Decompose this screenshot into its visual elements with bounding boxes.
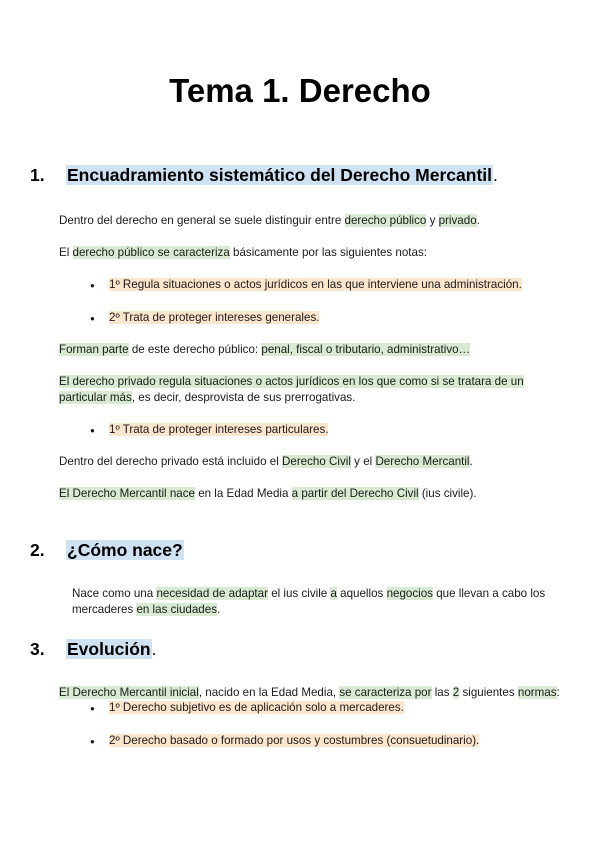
text-run: .: [469, 455, 473, 468]
text-run: , es decir, desprovista de sus prerrogativas.: [131, 391, 356, 404]
text-run: que llevan a cabo los: [432, 587, 546, 600]
highlight-green: negocios: [386, 587, 433, 600]
highlight-green: derecho público: [344, 214, 427, 227]
highlight-green: El Derecho Mercantil inicial: [59, 686, 199, 699]
highlight-green: a partir del Derecho Civil: [291, 487, 419, 500]
text-run: Dentro del derecho en general se suele distinguir entre: [59, 214, 345, 227]
section-heading-1: [30, 165, 498, 186]
text-run: Dentro del derecho privado está incluido el: [59, 455, 282, 468]
section-suffix: .: [151, 639, 157, 659]
highlight-green: El Derecho Mercantil nace: [59, 487, 195, 500]
highlight-green: penal, fiscal o tributario, administrativo…: [261, 343, 471, 356]
text-run: :: [556, 686, 560, 699]
paragraph: [72, 586, 545, 618]
highlight-green: 2: [452, 686, 460, 699]
highlight-orange: 2º Trata de proteger intereses generales.: [109, 311, 320, 324]
highlight-green: a: [330, 587, 337, 600]
highlight-green: derecho público se caracteriza: [72, 246, 230, 259]
highlight-green: necesidad de adaptar: [156, 587, 268, 600]
text-run: .: [476, 214, 480, 227]
paragraph: [59, 245, 427, 261]
list-item: [90, 733, 479, 749]
section-suffix: .: [493, 165, 498, 185]
text-run: de este derecho público:: [128, 343, 262, 356]
highlight-green: particular más: [59, 391, 132, 404]
text-run: siguientes: [459, 686, 518, 699]
section-title: ¿Cómo nace?: [67, 540, 183, 560]
page-title: Tema 1. Derecho: [169, 72, 431, 109]
highlight-green: normas: [517, 686, 557, 699]
section-title: Evolución: [67, 639, 151, 659]
highlight-green: se caracteriza por: [339, 686, 432, 699]
text-run: básicamente por las siguientes notas:: [229, 246, 427, 259]
text-run: y: [426, 214, 439, 227]
paragraph: [59, 374, 524, 406]
text-run: el ius civile: [267, 587, 331, 600]
list-item: [90, 700, 404, 716]
paragraph: [59, 213, 480, 229]
highlight-green: El derecho privado regula situaciones o actos jurídicos en los que como si se tratara de un: [59, 375, 524, 388]
highlight-orange: 1º Derecho subjetivo es de aplicación solo a mercaderes.: [109, 701, 404, 714]
section-heading-2: [30, 540, 184, 561]
paragraph: [59, 685, 560, 701]
text-run: .: [217, 603, 221, 616]
section-number: 3.: [30, 639, 45, 659]
highlight-orange: 1º Trata de proteger intereses particulares.: [109, 423, 329, 436]
paragraph: [59, 486, 477, 502]
highlight-green: privado: [438, 214, 477, 227]
list-item: [90, 310, 319, 326]
highlight-orange: 2º Derecho basado o formado por usos y costumbres (consuetudinario).: [109, 734, 480, 747]
paragraph: [59, 454, 473, 470]
text-run: , nacido en la Edad Media,: [198, 686, 340, 699]
highlight-orange: 1º Regula situaciones o actos jurídicos en las que interviene una administración.: [109, 278, 522, 291]
highlight-green: Derecho Mercantil: [375, 455, 470, 468]
paragraph: [59, 342, 470, 358]
section-title: Encuadramiento sistemático del Derecho Mercantil: [67, 165, 492, 185]
text-run: aquellos: [336, 587, 387, 600]
list-item: [90, 277, 522, 293]
highlight-green: en las ciudades: [136, 603, 218, 616]
text-run: El: [59, 246, 73, 259]
highlight-green: Derecho Civil: [282, 455, 351, 468]
text-run: mercaderes: [72, 603, 137, 616]
highlight-green: Forman parte: [59, 343, 129, 356]
list-item: [90, 422, 328, 438]
section-number: 1.: [30, 165, 45, 185]
text-run: las: [431, 686, 453, 699]
text-run: en la Edad Media: [194, 487, 292, 500]
text-run: Nace como una: [72, 587, 157, 600]
text-run: y el: [350, 455, 376, 468]
text-run: (ius civile).: [418, 487, 477, 500]
section-heading-3: [30, 639, 157, 660]
section-number: 2.: [30, 540, 45, 560]
